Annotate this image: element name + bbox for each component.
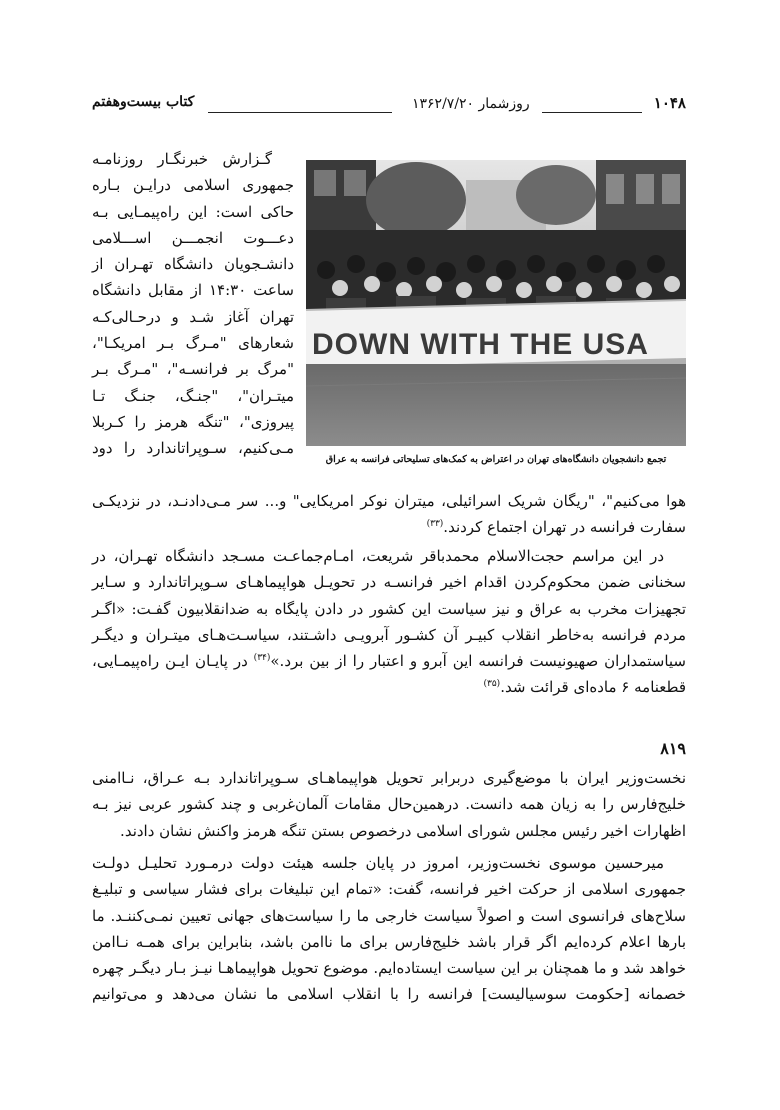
column-paragraph	[92, 146, 294, 462]
paragraph-4	[92, 850, 686, 1008]
banner-text: DOWN WITH THE USA	[312, 328, 649, 361]
footnote-35: (۳۵)	[483, 679, 501, 690]
paragraph-1-text: هوا می‌کنیم"، "ریگان شریک اسرائیلی، میتران نوکر امریکایی" و... سر مـی‌دادنـد، در نزدیکـی سفارت فرانسه در تهران اجتماع کردند.	[92, 492, 686, 537]
paragraph-3	[92, 765, 686, 844]
page-number: ۱۰۴۸	[653, 94, 686, 112]
paragraph-2-text-b: در پایـان ایـن راه‌پیمـایی، قطعنامه ۶ ماده‌ای قرائت شد.	[92, 652, 686, 697]
header-rule-left	[208, 112, 392, 113]
protest-photo	[306, 160, 686, 446]
header-rule-right	[542, 112, 642, 113]
page-header	[92, 94, 686, 118]
paragraph-2-text-a: در این مراسم حجت‌الاسلام محمدباقر شریعت، امـام‌جماعـت مسـجد دانشگاه تهـران، در سخنانی ضمن محکوم‌کردن اقدام اخیر فرانسـه در تحویـل هواپیماهـای سـوپراتاندارد و سـایر تجهیزات مخرب به عراق و نیز سیاست این کشور در دادن پایگاه به ضدانقلابیون گفـت: «اگـر مردم فرانسه به‌خاطر انقلاب کبیـر آن کشـور آبرویـی داشـتند، سیاسـت‌هـای میتـران و دیگـر سیاستمداران صهیونیست فرانسه این آبرو و اعتبار را از بین برد.»	[92, 547, 686, 671]
paragraph-3-text: نخست‌وزیر ایران با موضع‌گیری دربرابر تحویل هواپیماهـای سـوپراتاندارد بـه عـراق، نـاامنی خلیج‌فارس را به زیان همه دانست. درهمین‌حال مقامات آلمان‌غربی و چند کشور عربی نیز بـه اظهارات اخیر رئیس مجلس شورای اسلامی درخصوص بستن تنگه هرمز واکنش نشان دادند.	[92, 769, 686, 840]
paragraph-2	[92, 543, 686, 701]
diary-date: روزشمار ۱۳۶۲/۷/۲۰	[412, 96, 530, 112]
book-title: کتاب بیست‌وهفتم	[92, 94, 195, 110]
footnote-33: (۳۳)	[426, 519, 444, 530]
column-paragraph-text: گـزارش خبرنگـار روزنامـه جمهوری اسلامی درایـن بـاره حاکی است: این راه‌پیمـایی بـه دعـــوت انجمـــن اســـلامی دانشـجویان دانشگاه تهـران از ساعت ۱۴:۳۰ از مقابل دانشگاه تهران آغاز شـد و درحـالی‌کـه شعارهای "مـرگ بـر امریکـا"، "مرگ بر فرانسـه"، "مـرگ بـر میتـران"، "جنـگ، جنـگ تـا پیروزی"، "تنگه هرمز را کـربلا مـی‌کنیم، سـوپراتاندارد را دود	[92, 150, 294, 458]
photo-caption: تجمع دانشجویان دانشگاه‌های تهران در اعتراض به کمک‌های تسلیحاتی فرانسه به عراق	[325, 454, 667, 465]
paragraph-4-text: میرحسین موسوی نخست‌وزیر، امروز در پایان جلسه هیئت دولت درمـورد تحلیـل دولـت جمهوری اسلامی از حرکت اخیر فرانسه، گفت: «تمام این تبلیغات برای فشار سیاسی و تبلیـغ سلاح‌های فرانسوی است و اصولاً سیاست خارجی ما را سیاست‌های جهانی تعیین نمـی‌کننـد. ما بارها اعلام کرده‌ایم اگر قرار باشد خلیج‌فارس برای ما ناامن باشد، بنابراین برای همـه نـاامن خواهد شد و ما همچنان بر این سیاست ایستاده‌ایم. موضوع تحویل هواپیماهـا نیـز بـار دیگـر چهره خصمانه [حکومت سوسیالیست] فرانسه را با انقلاب اسلامی ما نشان می‌دهد و می‌توانیم	[92, 854, 686, 1004]
footnote-34: (۳۴)	[253, 653, 271, 664]
entry-number: ۸۱۹	[660, 739, 686, 758]
paragraph-1	[92, 488, 686, 541]
